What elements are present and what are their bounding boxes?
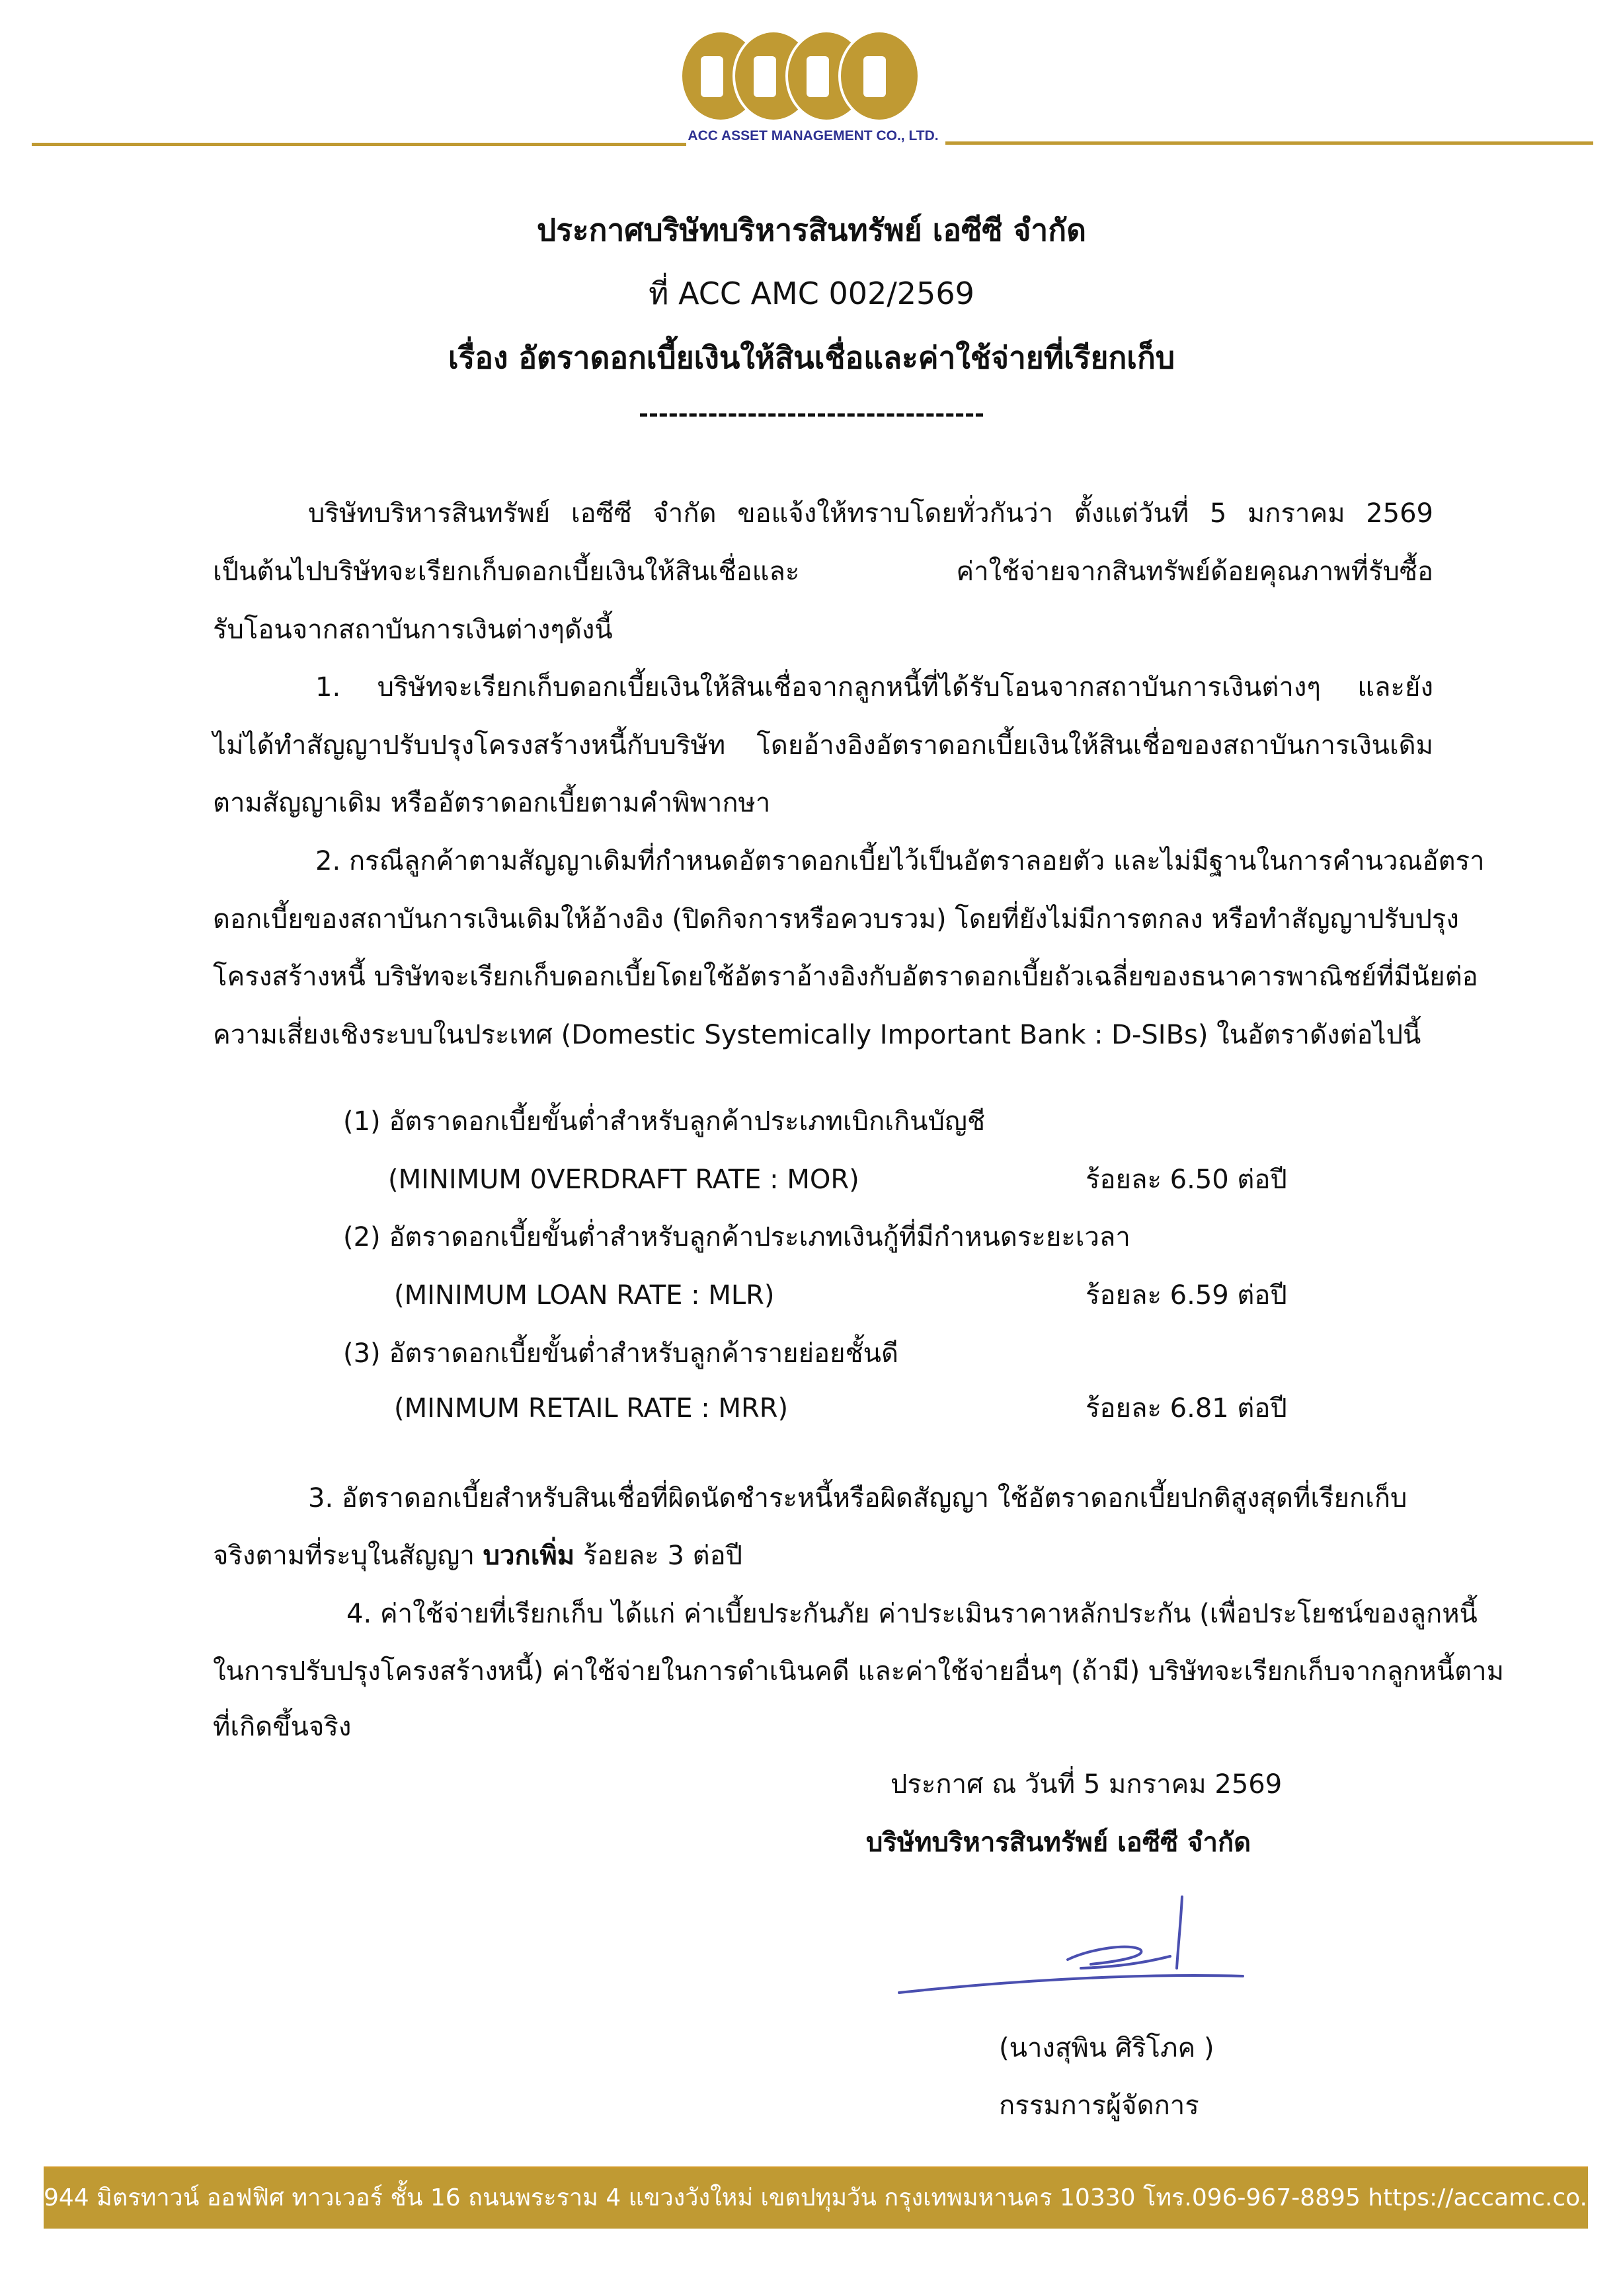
announcement-title: ประกาศบริษัทบริหารสินทรัพย์ เอซีซี จำกัด (537, 212, 1086, 248)
title-divider: ----------------------------------- (639, 401, 984, 428)
rate-mor-label: (1) อัตราดอกเบี้ยขั้นต่ำสำหรับลูกค้าประเภทเบิกเกินบัญชี (343, 1106, 986, 1137)
item2-line: ความเสี่ยงเชิงระบบในประเทศ (Domestic Systemically Important Bank : D-SIBs) ในอัตราดังต่อไปนี้ (213, 1020, 1421, 1050)
intro-line: บริษัทบริหารสินทรัพย์ เอซีซี จำกัด ขอแจ้งให้ทราบโดยทั่วกันว่า ตั้งแต่วันที่ 5 มกราคม 2569 (308, 498, 1433, 529)
item3-line (213, 1537, 742, 1574)
item1-line: ไม่ได้ทำสัญญาปรับปรุงโครงสร้างหนี้กับบริษัท โดยอ้างอิงอัตราดอกเบี้ยเงินให้สินเชื่อของสถาบันการเงินเดิม (213, 730, 1433, 761)
rate-mor-name: (MINIMUM 0VERDRAFT RATE : MOR) (388, 1165, 859, 1195)
logo-text: ACC ASSET MANAGEMENT CO., LTD. (688, 128, 939, 143)
footer-address: 944 มิตรทาวน์ ออฟฟิศ ทาวเวอร์ ชั้น 16 ถนนพระราม 4 แขวงวังใหม่ เขตปทุมวัน กรุงเทพมหานคร 10330 โทร.096-967-8895 https://accamc.co.th (44, 2184, 1612, 2211)
intro-line: รับโอนจากสถาบันการเงินต่างๆดังนี้ (213, 615, 613, 645)
rate-mlr-value: ร้อยละ 6.59 ต่อปี (1086, 1280, 1287, 1311)
signer-position: กรรมการผู้จัดการ (999, 2090, 1199, 2121)
item2-line: ดอกเบี้ยของสถาบันการเงินเดิมให้อ้างอิง (ปิดกิจการหรือควบรวม) โดยที่ยังไม่มีการตกลง หรือทำสัญญาปรับปรุง (213, 904, 1459, 935)
rate-mlr-label: (2) อัตราดอกเบี้ยขั้นต่ำสำหรับลูกค้าประเภทเงินกู้ที่มีกำหนดระยะเวลา (343, 1222, 1130, 1252)
item2-line: โครงสร้างหนี้ บริษัทจะเรียกเก็บดอกเบี้ยโดยใช้อัตราอ้างอิงกับอัตราดอกเบี้ยถัวเฉลี่ยของธนาคารพาณิชย์ที่มีนัยต่อ (213, 962, 1478, 992)
signer-name: (นางสุพิน ศิริโภค ) (999, 2033, 1214, 2063)
item4-line: ที่เกิดขึ้นจริง (213, 1712, 352, 1742)
item1-line: ตามสัญญาเดิม หรืออัตราดอกเบี้ยตามคำพิพากษา (213, 788, 771, 818)
item1-line: 1. บริษัทจะเรียกเก็บดอกเบี้ยเงินให้สินเชื่อจากลูกหนี้ที่ได้รับโอนจากสถาบันการเงินต่างๆ และยัง (315, 672, 1433, 703)
item3-bold-text: บวกเพิ่ม (483, 1541, 575, 1571)
intro-line: เป็นต้นไปบริษัทจะเรียกเก็บดอกเบี้ยเงินให้สินเชื่อและ ค่าใช้จ่ายจากสินทรัพย์ด้อยคุณภาพที่รับซื้อ (213, 556, 1433, 587)
item2-line: 2. กรณีลูกค้าตามสัญญาเดิมที่กำหนดอัตราดอกเบี้ยไว้เป็นอัตราลอยตัว และไม่มีฐานในการคำนวณอัตรา (315, 846, 1485, 876)
item3-line: 3. อัตราดอกเบี้ยสำหรับสินเชื่อที่ผิดนัดชำระหนี้หรือผิดสัญญา ใช้อัตราดอกเบี้ยปกติสูงสุดที่เรียกเก็บ (308, 1483, 1407, 1513)
signature (892, 1890, 1249, 2003)
rate-mor-value: ร้อยละ 6.50 ต่อปี (1086, 1165, 1287, 1195)
rate-mrr-label: (3) อัตราดอกเบี้ยขั้นต่ำสำหรับลูกค้ารายย่อยชั้นดี (343, 1338, 898, 1369)
rate-mrr-name: (MINMUM RETAIL RATE : MRR) (394, 1393, 789, 1424)
item4-line: 4. ค่าใช้จ่ายที่เรียกเก็บ ได้แก่ ค่าเบี้ยประกันภัย ค่าประเมินราคาหลักประกัน (เพื่อประโยชน์ของลูกหนี้ (346, 1599, 1478, 1629)
header-rule-right (945, 141, 1593, 145)
announcement-number: ที่ ACC AMC 002/2569 (649, 276, 974, 311)
announcement-subject: เรื่อง อัตราดอกเบี้ยเงินให้สินเชื่อและค่าใช้จ่ายที่เรียกเก็บ (448, 340, 1175, 375)
item4-line: ในการปรับปรุงโครงสร้างหนี้) ค่าใช้จ่ายในการดำเนินคดี และค่าใช้จ่ายอื่นๆ (ถ้ามี) บริษัทจะเรียกเก็บจากลูกหนี้ตาม (213, 1656, 1504, 1687)
item3-text: ร้อยละ 3 ต่อปี (574, 1541, 743, 1571)
rate-mlr-name: (MINIMUM LOAN RATE : MLR) (394, 1280, 775, 1311)
company-logo (674, 26, 952, 145)
header-rule-left (32, 143, 686, 146)
rate-mrr-value: ร้อยละ 6.81 ต่อปี (1086, 1393, 1287, 1424)
item3-text: จริงตามที่ระบุในสัญญา (213, 1541, 483, 1571)
company-name: บริษัทบริหารสินทรัพย์ เอซีซี จำกัด (866, 1827, 1251, 1858)
footer-bar (44, 2166, 1612, 2229)
announcement-date: ประกาศ ณ วันที่ 5 มกราคม 2569 (891, 1769, 1283, 1800)
